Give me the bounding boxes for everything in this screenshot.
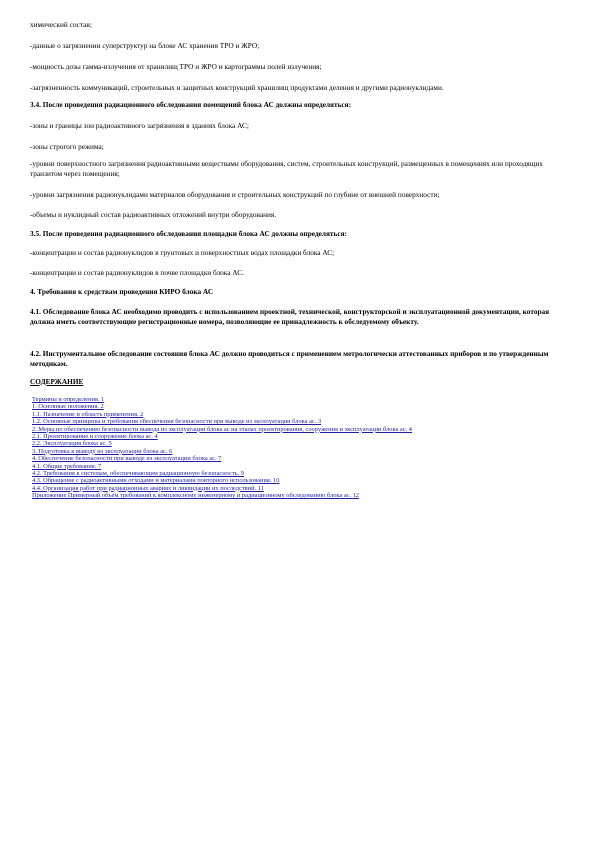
paragraph-water-radionuclides: -концентрации и состав радионуклидов в грунтовых и поверхностных водах площадки блока АС; <box>30 248 335 257</box>
toc-link[interactable]: Термины и определения. 1 <box>32 396 105 403</box>
toc-link[interactable]: 2. Меры по обеспечению безопасности вывода из эксплуатации блока ас на этапах проектирования, сооружения и эксплуатации блока ас. 4 <box>32 425 412 433</box>
paragraph-gamma-dose-rate: -мощность дозы гамма-излучения от хранилищ ТРО и ЖРО и картограммы полей излучения; <box>30 62 322 71</box>
section-3-5-heading: 3.5. После проведения радиационного обследования площадки блока АС должны определяться: <box>30 229 347 238</box>
toc-item <box>32 492 572 499</box>
toc-link[interactable]: 4.1. Общие требования. 7 <box>32 462 102 470</box>
toc-item <box>32 411 572 418</box>
toc-link[interactable]: Приложение Примерный объем требований к комплексному инженерному и радиационному обследованию блока ас. 12 <box>32 492 360 500</box>
section-4-heading: 4. Требования к средствам проведения КИРО блока АС <box>30 287 214 296</box>
toc-link[interactable]: 1. Основные положения. 2 <box>32 403 104 411</box>
toc-item <box>32 455 572 462</box>
paragraph-surface-contamination-levels: -уровни поверхностного загрязнения радиоактивными веществами оборудования, систем, строительных конструкций, размещенных в помещениях или проходящих транзитом через помещения; <box>30 159 543 178</box>
paragraph-contamination-zones: -зоны и границы зон радиоактивного загрязнения в зданиях блока АС; <box>30 121 249 130</box>
toc-item <box>32 426 572 433</box>
paragraph-superstructure-contamination: -данные о загрязнении суперструктур на блоке АС хранения ТРО и ЖРО; <box>30 41 260 50</box>
toc-link[interactable]: 4. Обеспечение безопасности при выводе из эксплуатации блока ас. 7 <box>32 455 222 463</box>
toc-item <box>32 403 572 410</box>
toc-item <box>32 485 572 492</box>
toc-link[interactable]: 2.1. Проектирование и сооружение блока ас. 4 <box>32 432 158 440</box>
paragraph-depth-contamination-levels: -уровни загрязнения радионуклидами материалов оборудования и строительных конструкций по глубине от внешней поверхности; <box>30 190 440 199</box>
toc-item <box>32 448 572 455</box>
toc-link[interactable]: 3. Подготовка к выводу из эксплуатации блока ас. 6 <box>32 447 173 455</box>
toc-item <box>32 433 572 440</box>
toc-link[interactable]: 4.4. Организация работ при радиационных авариях и ликвидации их последствий. 11 <box>32 484 264 492</box>
section-3-4-heading: 3.4. После проведения радиационного обследования помещений блока АС должны определяться: <box>30 100 352 109</box>
toc-item <box>32 418 572 425</box>
paragraph-strict-regime-zones: -зоны строгого режима; <box>30 142 104 151</box>
toc-item <box>32 463 572 470</box>
section-4-1-paragraph: 4.1. Обследование блока АС необходимо проводить с использованием проектной, технической, конструкторской и эксплуатационной документации, которая должна иметь соответствующие регистрационные номера, позволяющие ее принадлежность к обследуемому объекту. <box>30 307 550 326</box>
paragraph-deposits-volume: -объемы и нуклидный состав радиоактивных отложений внутри оборудования. <box>30 210 277 219</box>
toc-link[interactable]: 4.2. Требования к системам, обеспечивающим радиационную безопасность. 9 <box>32 469 244 477</box>
toc-link[interactable]: 1.1. Назначение и область применения. 2 <box>32 410 144 418</box>
paragraph-soil-radionuclides: -концентрации и состав радионуклидов в почве площадки блока АС. <box>30 268 244 277</box>
toc-link[interactable]: 2.2. Эксплуатация блока ас. 5 <box>32 440 112 448</box>
table-of-contents <box>32 396 572 499</box>
toc-link[interactable]: 1.2. Основные принципы и требования обеспечения безопасности при выводе из эксплуатации блока ас. 3 <box>32 418 322 426</box>
paragraph-chemical-composition: химический состав; <box>30 20 92 29</box>
section-4-2-paragraph: 4.2. Инструментальное обследование состояния блока АС должно проводиться с применением метрологически аттестованных приборов и по утвержденным методикам. <box>30 349 549 368</box>
toc-item <box>32 396 572 403</box>
paragraph-communications-contamination: -загрязненность коммуникаций, строительных и защитных конструкций хранилищ продуктами деления и другими радионуклидами. <box>30 83 444 92</box>
toc-link[interactable]: 4.3. Обращение с радиоактивными отходами и материалами повторного использования. 10 <box>32 477 280 485</box>
toc-title: СОДЕРЖАНИЕ <box>30 377 84 386</box>
toc-item <box>32 470 572 477</box>
toc-item <box>32 477 572 484</box>
toc-item <box>32 440 572 447</box>
